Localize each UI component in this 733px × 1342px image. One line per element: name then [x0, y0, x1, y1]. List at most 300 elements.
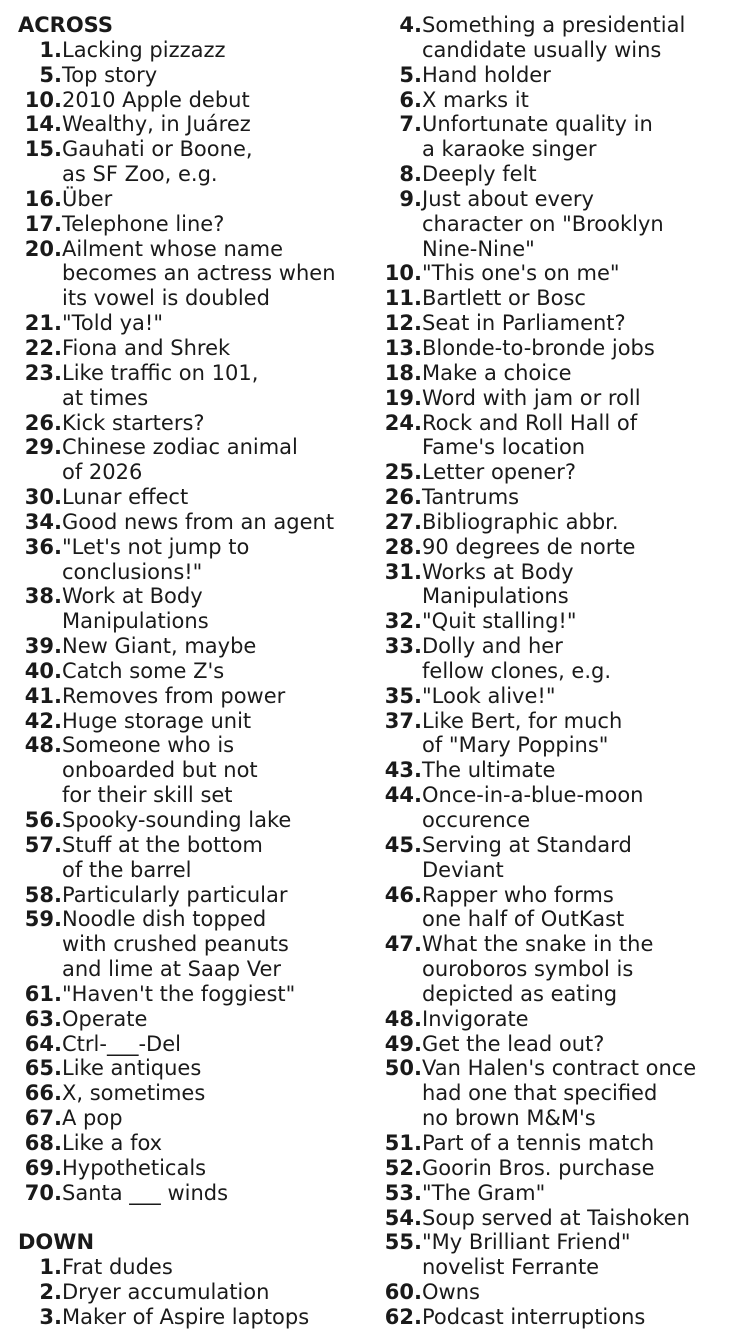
clue-text-line: X, sometimes	[62, 1081, 206, 1106]
clue-number: 61.	[24, 981, 62, 1006]
clue-number: 64.	[24, 1031, 62, 1056]
clue-number: 46.	[384, 882, 422, 907]
clue-text-line: character on "Brooklyn	[422, 211, 664, 236]
clue-item	[378, 1230, 728, 1280]
clue-number: 6.	[399, 87, 422, 112]
clue-item	[378, 88, 728, 113]
clue-text	[422, 485, 519, 510]
clue-number: 1.	[39, 37, 62, 62]
clue-number: 47.	[384, 932, 422, 957]
clue-text	[62, 535, 249, 585]
clue-number: 57.	[24, 832, 62, 857]
clue-number: 20.	[24, 236, 62, 261]
clue-number: 5.	[399, 62, 422, 87]
clue-number: 39.	[24, 634, 62, 659]
clue-text	[422, 758, 555, 783]
clue-text-line: a karaoke singer	[422, 137, 597, 162]
clue-item	[18, 1280, 370, 1305]
clue-text	[422, 411, 637, 461]
clue-text-line: Works at Body	[422, 559, 574, 584]
clue-number: 2.	[39, 1280, 62, 1305]
clue-number: 3.	[39, 1304, 62, 1329]
clue-number: 15.	[24, 137, 62, 162]
clue-text	[62, 361, 258, 411]
clue-item	[378, 336, 728, 361]
clue-number: 25.	[384, 460, 422, 485]
clue-text-line: Deviant	[422, 857, 504, 882]
clue-number: 53.	[384, 1180, 422, 1205]
clue-item	[378, 758, 728, 783]
clue-text	[422, 112, 653, 162]
clue-item	[18, 684, 370, 709]
clue-text	[422, 1007, 529, 1032]
clue-item	[378, 932, 728, 1007]
clue-text-line: Stuff at the bottom	[62, 832, 263, 857]
clue-number: 10.	[24, 87, 62, 112]
clue-number: 48.	[24, 733, 62, 758]
clue-text-line: Spooky-sounding lake	[62, 808, 292, 832]
clue-text-line: Fame's location	[422, 435, 586, 460]
clue-text-line: Dolly and her	[422, 634, 563, 659]
clue-text-line: candidate usually wins	[422, 37, 662, 62]
clue-text-line: 90 degrees de norte	[422, 534, 636, 559]
clue-number: 27.	[384, 509, 422, 534]
clue-number: 69.	[24, 1155, 62, 1180]
clue-text-line: Hypotheticals	[62, 1155, 207, 1180]
clue-item	[378, 535, 728, 560]
down-clue-list-continued	[378, 13, 728, 1330]
clue-number: 35.	[384, 683, 422, 708]
clue-number: 8.	[399, 162, 422, 187]
clue-number: 38.	[24, 584, 62, 609]
clue-text-line: one half of OutKast	[422, 907, 625, 932]
clue-item	[378, 286, 728, 311]
clue-text-line: Maker of Aspire laptops	[62, 1304, 310, 1329]
clue-number: 5.	[39, 62, 62, 87]
clue-text	[62, 1106, 123, 1131]
down-heading: DOWN	[18, 1230, 95, 1255]
clue-text-line: Seat in Parliament?	[422, 311, 626, 336]
clue-number: 60.	[384, 1280, 422, 1305]
clue-text-line: "This one's on me"	[422, 261, 620, 286]
clue-item	[18, 435, 370, 485]
clue-text	[62, 311, 163, 336]
clue-item	[18, 808, 370, 833]
clue-item	[18, 1007, 370, 1032]
clue-item	[378, 162, 728, 187]
clue-number: 29.	[24, 435, 62, 460]
clue-text	[422, 709, 622, 759]
clue-item	[18, 311, 370, 336]
clue-text-line: Manipulations	[62, 609, 209, 634]
clue-text-line: depicted as eating	[422, 981, 618, 1006]
clue-text-line: 2010 Apple debut	[62, 87, 250, 112]
clue-item	[18, 1181, 370, 1206]
clue-text	[62, 1007, 147, 1032]
clue-item	[18, 112, 370, 137]
clue-item	[18, 659, 370, 684]
clue-text	[62, 808, 291, 833]
clue-text	[422, 1230, 631, 1280]
down-clue-list	[18, 1255, 370, 1330]
clue-text	[422, 510, 619, 535]
clue-text-line: Just about every	[422, 186, 594, 211]
clue-text-line: Deeply felt	[422, 162, 537, 187]
clue-text	[62, 411, 205, 436]
clue-text	[62, 1056, 201, 1081]
clue-text	[62, 510, 334, 535]
clue-text	[62, 684, 285, 709]
clue-text	[422, 187, 664, 262]
clue-text-line: novelist Ferrante	[422, 1255, 600, 1280]
clue-number: 65.	[24, 1056, 62, 1081]
clue-number: 68.	[24, 1130, 62, 1155]
clue-item	[378, 709, 728, 759]
clue-text	[422, 932, 653, 1007]
clue-text	[422, 1305, 645, 1330]
clue-number: 56.	[24, 808, 62, 832]
clue-text	[62, 1131, 162, 1156]
clue-text-line: Operate	[62, 1006, 148, 1031]
clue-number: 7.	[399, 112, 422, 137]
clue-item	[18, 137, 370, 187]
clue-item	[378, 883, 728, 933]
clue-item	[378, 386, 728, 411]
clue-item	[378, 411, 728, 461]
clue-text	[422, 88, 529, 113]
clue-number: 54.	[384, 1205, 422, 1230]
clue-text	[422, 560, 574, 610]
clue-number: 50.	[384, 1056, 422, 1081]
clue-number: 26.	[24, 410, 62, 435]
across-heading: ACROSS	[18, 13, 113, 37]
clue-item	[18, 733, 370, 808]
clue-item	[18, 237, 370, 312]
clue-number: 33.	[384, 634, 422, 659]
clue-text-line: at times	[62, 385, 149, 410]
clue-text	[422, 684, 556, 709]
clue-text-line: Letter opener?	[422, 460, 577, 485]
clue-text-line: Rapper who forms	[422, 882, 614, 907]
clue-item	[18, 1056, 370, 1081]
clue-text	[62, 659, 224, 684]
clue-item	[18, 535, 370, 585]
clue-text-line: "The Gram"	[422, 1180, 546, 1205]
clue-text	[62, 907, 289, 982]
clue-number: 37.	[384, 708, 422, 733]
clue-text-line: What the snake in the	[422, 932, 654, 957]
clue-text	[62, 336, 230, 361]
clue-item	[378, 261, 728, 286]
clue-text	[422, 361, 572, 386]
clue-item	[18, 1131, 370, 1156]
clue-number: 11.	[384, 286, 422, 311]
clue-number: 19.	[384, 385, 422, 410]
clue-text	[62, 187, 112, 212]
clue-item	[18, 336, 370, 361]
clue-text-line: Work at Body	[62, 584, 203, 609]
clue-text-line: Gauhati or Boone,	[62, 137, 253, 162]
clue-text	[422, 336, 655, 361]
clue-text-line: Frat dudes	[62, 1255, 173, 1280]
clue-number: 42.	[24, 708, 62, 733]
clue-text-line: Unfortunate quality in	[422, 112, 653, 137]
clue-text-line: "My Brilliant Friend"	[422, 1230, 631, 1255]
clue-item	[18, 88, 370, 113]
clue-text-line: fellow clones, e.g.	[422, 658, 612, 683]
clue-text-line: Something a presidential	[422, 13, 686, 37]
clue-item	[18, 187, 370, 212]
clue-item	[378, 1032, 728, 1057]
clue-item	[18, 1032, 370, 1057]
clue-item	[18, 361, 370, 411]
clue-text	[62, 883, 288, 908]
clue-item	[378, 609, 728, 634]
clue-item	[18, 1305, 370, 1330]
clue-text-line: X marks it	[422, 87, 529, 112]
clue-text-line: "Quit stalling!"	[422, 609, 577, 634]
clue-item	[378, 1305, 728, 1330]
clue-text-line: with crushed peanuts	[62, 932, 289, 957]
clue-text	[422, 783, 643, 833]
clue-item	[378, 1280, 728, 1305]
clue-number: 43.	[384, 758, 422, 783]
clue-text-line: occurence	[422, 808, 531, 832]
clue-text	[62, 435, 298, 485]
clue-text-line: ouroboros symbol is	[422, 957, 634, 982]
clue-text-line: Get the lead out?	[422, 1031, 605, 1056]
clue-text	[422, 261, 620, 286]
clue-text-line: Top story	[62, 62, 158, 87]
clue-item	[378, 13, 728, 63]
clue-item	[378, 187, 728, 262]
clue-item	[378, 1007, 728, 1032]
clue-text	[62, 63, 157, 88]
clue-text	[62, 709, 251, 734]
clue-text-line: Like traffic on 101,	[62, 360, 259, 385]
clue-text-line: Telephone line?	[62, 211, 225, 236]
clue-text-line: Wealthy, in Juárez	[62, 112, 251, 137]
clue-text	[62, 1181, 228, 1206]
clue-text-line: Über	[62, 186, 113, 211]
clue-number: 32.	[384, 609, 422, 634]
clue-text	[422, 634, 611, 684]
clue-item	[378, 361, 728, 386]
clue-number: 45.	[384, 832, 422, 857]
clue-text-line: Ctrl-___-Del	[62, 1031, 181, 1056]
clue-item	[18, 634, 370, 659]
clue-number: 52.	[384, 1155, 422, 1180]
clue-item	[378, 1156, 728, 1181]
clue-item	[18, 1156, 370, 1181]
clue-text-line: "Told ya!"	[62, 311, 163, 336]
clue-text-line: Good news from an agent	[62, 509, 335, 534]
clue-text-line: Removes from power	[62, 683, 286, 708]
clue-number: 31.	[384, 559, 422, 584]
clue-number: 62.	[384, 1304, 422, 1329]
clue-text-line: "Look alive!"	[422, 683, 556, 708]
clue-text	[62, 1032, 181, 1057]
clue-text-line: of "Mary Poppins"	[422, 733, 609, 758]
clue-text	[62, 112, 251, 137]
clue-text	[422, 1056, 696, 1131]
clue-text-line: Part of a tennis match	[422, 1130, 655, 1155]
clue-number: 21.	[24, 311, 62, 336]
clue-item	[378, 311, 728, 336]
clue-text	[422, 63, 551, 88]
clue-text	[422, 1156, 655, 1181]
clue-text	[62, 137, 253, 187]
clue-number: 36.	[24, 534, 62, 559]
clue-text-line: Owns	[422, 1280, 480, 1305]
clue-text	[422, 286, 586, 311]
clue-number: 13.	[384, 335, 422, 360]
clue-text-line: Blonde-to-bronde jobs	[422, 335, 655, 360]
clue-text-line: Kick starters?	[62, 410, 205, 435]
clue-text-line: Someone who is	[62, 733, 235, 758]
clue-number: 17.	[24, 211, 62, 236]
clue-text-line: Van Halen's contract once	[422, 1056, 697, 1081]
clue-item	[378, 684, 728, 709]
clue-text-line: Rock and Roll Hall of	[422, 410, 638, 435]
clue-number: 23.	[24, 360, 62, 385]
clue-text	[62, 833, 263, 883]
clue-text-line: onboarded but not	[62, 758, 258, 783]
clue-text-line: had one that specified	[422, 1081, 658, 1106]
clue-text-line: Bartlett or Bosc	[422, 286, 586, 311]
clue-text-line: The ultimate	[422, 758, 556, 783]
clue-text-line: no brown M&M's	[422, 1106, 596, 1131]
clue-text-line: Goorin Bros. purchase	[422, 1155, 655, 1180]
clue-text-line: Podcast interruptions	[422, 1304, 646, 1329]
clue-number: 55.	[384, 1230, 422, 1255]
clue-text	[62, 584, 209, 634]
clue-number: 10.	[384, 261, 422, 286]
clue-text-line: as SF Zoo, e.g.	[62, 162, 218, 187]
clue-text-line: Manipulations	[422, 584, 569, 609]
clue-text-line: Soup served at Taishoken	[422, 1205, 690, 1230]
clue-item	[18, 982, 370, 1007]
clue-number: 26.	[384, 485, 422, 510]
clue-text-line: New Giant, maybe	[62, 634, 257, 659]
clue-item	[378, 1056, 728, 1131]
clue-text-line: Noodle dish topped	[62, 907, 267, 932]
clue-item	[18, 907, 370, 982]
clue-text-line: "Haven't the foggiest"	[62, 981, 296, 1006]
clue-number: 28.	[384, 534, 422, 559]
clue-text	[62, 1081, 205, 1106]
clue-text-line: Once-in-a-blue-moon	[422, 783, 644, 808]
clue-item	[18, 411, 370, 436]
clue-item	[378, 1131, 728, 1156]
clue-text-line: conclusions!"	[62, 559, 203, 584]
clue-text	[422, 1032, 604, 1057]
clue-item	[378, 510, 728, 535]
clue-text	[62, 1255, 173, 1280]
clue-text-line: Make a choice	[422, 360, 572, 385]
clue-text-line: Ailment whose name	[62, 236, 284, 261]
clue-text-line: Invigorate	[422, 1006, 529, 1031]
clue-item	[18, 212, 370, 237]
left-column	[18, 13, 370, 1330]
clue-text	[62, 212, 224, 237]
clue-text	[62, 634, 256, 659]
clue-text	[422, 386, 641, 411]
clue-text-line: becomes an actress when	[62, 261, 336, 286]
clue-text-line: Like antiques	[62, 1056, 202, 1081]
clue-text-line: Lunar effect	[62, 485, 189, 510]
right-column	[378, 13, 728, 1330]
clue-text-line: "Let's not jump to	[62, 534, 250, 559]
clue-number: 58.	[24, 882, 62, 907]
clue-item	[18, 63, 370, 88]
clue-item	[378, 1181, 728, 1206]
clue-text-line: its vowel is doubled	[62, 286, 270, 311]
clue-number: 4.	[399, 13, 422, 37]
clue-number: 41.	[24, 683, 62, 708]
clue-item	[18, 883, 370, 908]
clue-number: 66.	[24, 1081, 62, 1106]
clue-item	[18, 1081, 370, 1106]
clue-text	[422, 162, 537, 187]
clue-text	[422, 1131, 654, 1156]
clue-text-line: Catch some Z's	[62, 658, 225, 683]
clue-text	[62, 88, 250, 113]
clue-number: 30.	[24, 485, 62, 510]
clue-text	[422, 13, 685, 63]
clue-text-line: Huge storage unit	[62, 708, 252, 733]
clue-text	[422, 833, 632, 883]
clue-number: 40.	[24, 658, 62, 683]
clue-text-line: Word with jam or roll	[422, 385, 641, 410]
clue-text	[422, 1181, 545, 1206]
clue-item	[378, 112, 728, 162]
clue-item	[378, 783, 728, 833]
clue-text	[422, 1280, 480, 1305]
clue-text-line: Lacking pizzazz	[62, 37, 226, 62]
clue-text-line: Like a fox	[62, 1130, 163, 1155]
clue-number: 44.	[384, 783, 422, 808]
across-clue-list	[18, 38, 370, 1206]
clue-item	[18, 833, 370, 883]
clue-item	[18, 709, 370, 734]
clue-number: 34.	[24, 509, 62, 534]
clue-item	[18, 510, 370, 535]
clue-text-line: Fiona and Shrek	[62, 335, 231, 360]
clue-text-line: Nine-Nine"	[422, 236, 535, 261]
clue-text	[422, 460, 576, 485]
clue-item	[378, 63, 728, 88]
clue-number: 16.	[24, 186, 62, 211]
clue-item	[18, 38, 370, 63]
clue-number: 49.	[384, 1031, 422, 1056]
clue-text	[62, 38, 226, 63]
clue-item	[18, 584, 370, 634]
clue-number: 70.	[24, 1180, 62, 1205]
clue-text-line: Dryer accumulation	[62, 1280, 270, 1305]
clue-item	[378, 485, 728, 510]
clue-text	[62, 733, 258, 808]
clue-item	[378, 833, 728, 883]
clue-text-line: for their skill set	[62, 783, 233, 808]
clue-text	[422, 609, 577, 634]
section-gap	[18, 1206, 370, 1231]
clue-text-line: Like Bert, for much	[422, 708, 623, 733]
clue-text	[422, 311, 626, 336]
clue-item	[378, 460, 728, 485]
clue-text-line: Tantrums	[422, 485, 520, 510]
clue-number: 22.	[24, 335, 62, 360]
